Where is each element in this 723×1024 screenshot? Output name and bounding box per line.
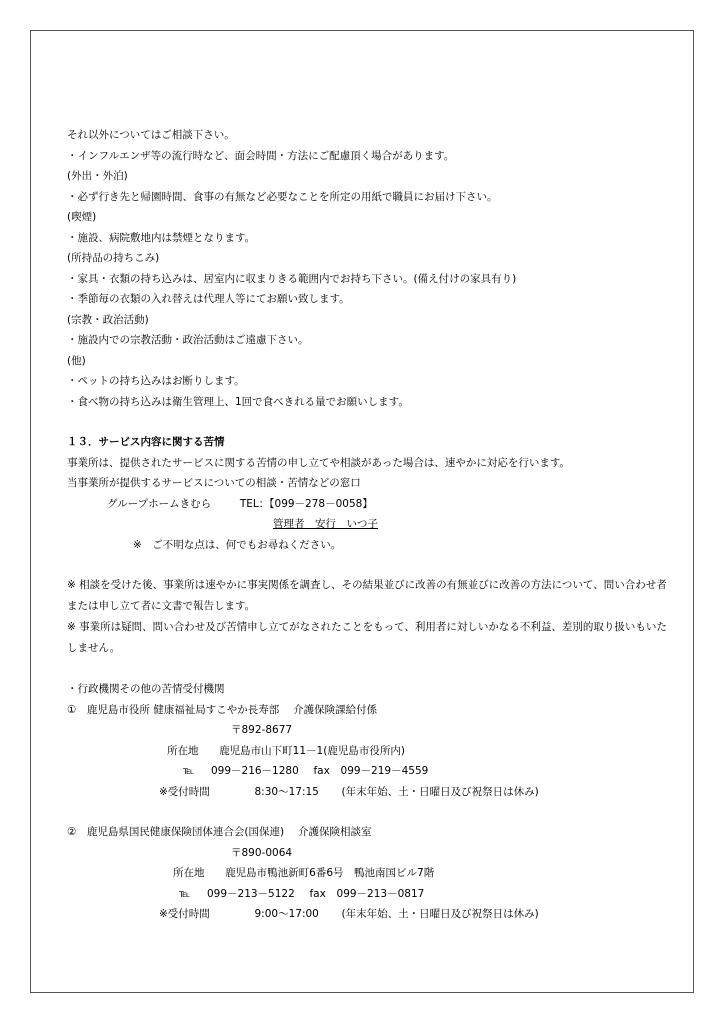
hours-label: ※受付時間 xyxy=(159,785,210,798)
hours-note: (年末年始、土・日曜日及び祝祭日は休み) xyxy=(341,785,539,798)
rules-line: ・必ず行き先と帰園時間、食事の有無など必要なことを所定の用紙で職員にお届け下さい。 xyxy=(67,190,498,203)
spacer xyxy=(67,412,667,432)
agency-title: ① 鹿児島市役所 健康福祉局すこやか長寿部 介護保険課給付係 xyxy=(67,703,378,716)
rules-line: (他) xyxy=(67,354,86,367)
postal-code: 〒892-8677 xyxy=(231,724,293,736)
hours-note: (年末年始、土・日曜日及び祝祭日は休み) xyxy=(341,908,539,920)
agency-city-office xyxy=(67,700,667,803)
hours-value: 9:00～17:00 xyxy=(254,908,319,920)
rules-line: (宗教・政治活動) xyxy=(67,313,149,326)
agency-kokuhoren xyxy=(67,822,667,925)
fax-value: 099－219－4559 xyxy=(340,765,429,777)
hours-label: ※受付時間 xyxy=(159,908,210,920)
tel-value: 099－213－5122 xyxy=(206,887,295,900)
manager-name: 管理者 安行 いつ子 xyxy=(273,518,378,530)
tel-fax-row xyxy=(67,761,667,782)
tel-value: 099－216－1280 xyxy=(210,765,299,777)
tel-label: ℡ xyxy=(179,887,191,900)
rules-line: それ以外についてはご相談下さい。 xyxy=(67,129,235,141)
rules-line: ・施設内での宗教活動・政治活動はご遠慮下さい。 xyxy=(67,334,309,346)
contact-row xyxy=(67,494,667,515)
address-row xyxy=(67,863,667,884)
spacer xyxy=(67,802,667,822)
address-row xyxy=(67,741,667,762)
tel-fax-row xyxy=(67,884,667,905)
nondiscrimination-paragraph: ※ 事業所は疑問、問い合わせ及び苦情申し立てがなされたことをもって、利用者に対しいかなる不利益、差別的取り扱いもいたしません。 xyxy=(67,621,667,654)
spacer xyxy=(67,659,667,679)
hours-row xyxy=(67,904,667,925)
rules-list xyxy=(67,125,667,412)
rules-line: ・季節毎の衣類の入れ替えは代理人等にてお願い致します。 xyxy=(67,293,350,305)
rules-line: (喫煙) xyxy=(67,211,97,223)
fax-value: 099－213－0817 xyxy=(336,887,425,900)
address-value: 鹿児島市山下町11－1(鹿児島市役所内) xyxy=(219,744,405,757)
rules-line: ・施設、病院敷地内は禁煙となります。 xyxy=(67,231,256,244)
document-body xyxy=(67,125,667,925)
inquiry-note: ※ ご不明な点は、何でもお尋ねください。 xyxy=(133,538,342,551)
manager-row xyxy=(67,514,667,535)
rules-line: (所持品の持ちこみ) xyxy=(67,252,160,264)
hours-value: 8:30～17:15 xyxy=(254,785,319,798)
agencies-intro: ・行政機関その他の苦情受付機関 xyxy=(67,683,225,695)
section-text: 事業所は、提供されたサービスに関する苦情の申し立てや相談があった場合は、速やかに対応を行います。 xyxy=(67,456,571,469)
report-paragraph: ※ 相談を受けた後、事業所は速やかに事実関係を調査し、その結果並びに改善の有無並びに改善の方法について、問い合わせ者または申し立て者に文書で報告します。 xyxy=(67,579,667,612)
address-label: 所在地 xyxy=(173,867,205,879)
address-value: 鹿児島市鴨池新町6番6号 鴨池南国ビル7階 xyxy=(225,867,435,879)
rules-line: ・食べ物の持ち込みは衛生管理上、1回で食べきれる量でお願いします。 xyxy=(67,395,409,408)
section-heading: １３．サービス内容に関する苦情 xyxy=(67,436,225,448)
fax-label: fax xyxy=(313,765,330,777)
agency-title: ② 鹿児島県国民健康保険団体連合会(国保連) 介護保険相談室 xyxy=(67,826,372,838)
address-label: 所在地 xyxy=(167,744,199,757)
spacer xyxy=(67,555,667,575)
rules-line: (外出・外泊) xyxy=(67,170,128,182)
contact-tel: TEL：【099－278－0058】 xyxy=(239,497,373,510)
rules-line: ・家具・衣類の持ち込みは、居室内に収まりきる範囲内でお持ち下さい。(備え付けの家具有り) xyxy=(67,272,517,285)
section-text: 当事業所が提供するサービスについての相談・苦情などの窓口 xyxy=(67,477,361,489)
postal-code: 〒890-0064 xyxy=(231,846,293,859)
contact-name: グループホームきむら xyxy=(107,497,212,510)
tel-label: ℡ xyxy=(183,765,195,777)
hours-row xyxy=(67,782,667,803)
rules-line: ・インフルエンザ等の流行時など、面会時間・方法にご配慮頂く場合があります。 xyxy=(67,149,455,162)
fax-label: fax xyxy=(309,887,326,900)
rules-line: ・ペットの持ち込みはお断りします。 xyxy=(67,375,245,387)
